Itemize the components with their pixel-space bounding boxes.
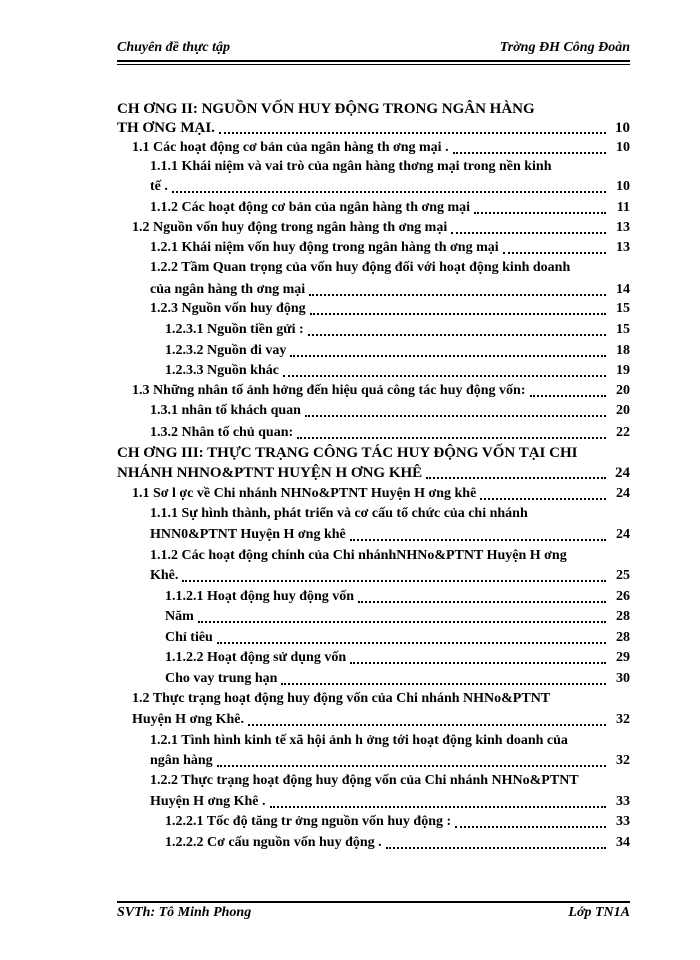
toc-leader-dots — [305, 415, 606, 417]
toc-entry-title: CH ƠNG II: NGUỒN VỐN HUY ĐỘNG TRONG NGÂN HÀNG — [117, 101, 535, 117]
toc-leader-dots — [217, 642, 606, 644]
toc-entry[interactable] — [132, 381, 630, 401]
toc-entry-title: Huyện H ơng Khê . — [150, 794, 266, 809]
toc-entry[interactable] — [150, 751, 630, 771]
toc-entry-title: 1.3 Những nhân tố ảnh hởng đến hiệu quả công tác huy động vốn: — [132, 383, 526, 398]
toc-leader-dots — [451, 232, 606, 234]
toc-entry[interactable] — [117, 443, 630, 463]
toc-leader-dots — [198, 621, 606, 623]
toc-entry[interactable] — [117, 463, 630, 483]
toc-entry-title: 1.1.2.2 Hoạt động sử dụng vốn — [165, 650, 347, 665]
toc-page-number: 13 — [608, 238, 630, 258]
toc-entry[interactable] — [165, 628, 630, 648]
toc-entry[interactable] — [165, 320, 630, 340]
toc-entry[interactable] — [150, 198, 630, 218]
toc-entry[interactable] — [165, 669, 630, 689]
toc-leader-dots — [350, 539, 606, 541]
toc-entry-title: 1.2.3 Nguồn vốn huy động — [150, 301, 306, 316]
toc-page-number: 24 — [608, 525, 630, 545]
toc-entry[interactable] — [150, 157, 630, 177]
toc-leader-dots — [217, 765, 606, 767]
toc-page-number: 29 — [608, 648, 630, 668]
toc-leader-dots — [182, 580, 606, 582]
toc-page-number: 32 — [608, 751, 630, 771]
toc-leader-dots — [474, 212, 606, 214]
toc-entry[interactable] — [150, 546, 630, 566]
toc-page-number: 25 — [608, 566, 630, 586]
toc-page-number: 20 — [608, 401, 630, 421]
toc-entry[interactable] — [165, 648, 630, 668]
toc-entry[interactable] — [132, 138, 630, 158]
toc-leader-dots — [283, 375, 606, 377]
toc-entry-title: HNN0&PTNT Huyện H ơng khê — [150, 527, 346, 542]
toc-entry[interactable] — [150, 525, 630, 545]
toc-leader-dots — [309, 294, 606, 296]
toc-entry[interactable] — [150, 280, 630, 300]
toc-entry[interactable] — [150, 299, 630, 319]
toc-page-number: 14 — [608, 280, 630, 300]
footer-right-text: Lớp TN1A — [568, 905, 630, 920]
toc-entry-title: 1.1.2 Các hoạt động cơ bản của ngân hàng th ơng mại — [150, 200, 471, 215]
toc-entry-title: 1.2.1 Tình hình kinh tế xã hội ảnh h ởng tới hoạt động kinh doanh của — [150, 733, 568, 748]
toc-entry[interactable] — [165, 587, 630, 607]
toc-entry[interactable] — [132, 689, 630, 709]
toc-page-number: 10 — [608, 118, 630, 138]
toc-entry-title: 1.3.2 Nhân tố chủ quan: — [150, 425, 294, 440]
toc-entry[interactable] — [132, 484, 630, 504]
toc-entry[interactable] — [150, 792, 630, 812]
toc-page-number: 15 — [608, 320, 630, 340]
toc-leader-dots — [308, 334, 606, 336]
toc-page-number: 30 — [608, 669, 630, 689]
toc-page-number: 24 — [608, 463, 630, 483]
toc-entry-title: NHÁNH NHNO&PTNT HUYỆN H ƠNG KHÊ — [117, 465, 423, 481]
toc-entry-title: Năm — [165, 609, 194, 624]
toc-entry[interactable] — [150, 423, 630, 443]
toc-entry[interactable] — [150, 401, 630, 421]
toc-entry-title: Cho vay trung hạn — [165, 671, 278, 686]
toc-entry-title: 1.2.3.3 Nguồn khác — [165, 363, 279, 378]
toc-entry-title: 1.2 Thực trạng hoạt động huy động vốn của Chi nhánh NHNo&PTNT — [132, 691, 551, 706]
toc-entry-title: ngân hàng — [150, 753, 213, 768]
toc-entry-title: Chỉ tiêu — [165, 630, 213, 645]
header-left-text: Chuyên đề thực tập — [117, 40, 231, 55]
toc-entry[interactable] — [150, 731, 630, 751]
toc-page-number: 13 — [608, 218, 630, 238]
toc-entry[interactable] — [132, 218, 630, 238]
toc-entry-title: của ngân hàng th ơng mại — [150, 282, 306, 297]
toc-leader-dots — [219, 132, 606, 134]
toc-entry[interactable] — [150, 504, 630, 524]
toc-leader-dots — [281, 683, 606, 685]
toc-page-number: 22 — [608, 423, 630, 443]
toc-leader-dots — [270, 806, 606, 808]
toc-entry[interactable] — [165, 607, 630, 627]
toc-entry-title: 1.2.2 Thực trạng hoạt động huy động vốn của Chi nhánh NHNo&PTNT — [150, 773, 579, 788]
toc-entry[interactable] — [165, 812, 630, 832]
toc-leader-dots — [386, 847, 606, 849]
toc-leader-dots — [350, 662, 606, 664]
toc-page-number: 20 — [608, 381, 630, 401]
toc-page-number: 26 — [608, 587, 630, 607]
toc-entry-title: 1.1 Các hoạt động cơ bản của ngân hàng th ơng mại . — [132, 140, 449, 155]
toc-entry-title: 1.1.2 Các hoạt động chính của Chi nhánhNHNo&PTNT Huyện H ơng — [150, 548, 567, 563]
toc-page-number: 24 — [608, 484, 630, 504]
toc-page-number: 28 — [608, 628, 630, 648]
footer-divider — [117, 901, 630, 903]
toc-page-number: 15 — [608, 299, 630, 319]
toc-entry-title: TH ƠNG MẠI. — [117, 120, 215, 136]
toc-entry[interactable] — [150, 238, 630, 258]
toc-entry-title: 1.1.2.1 Hoạt động huy động vốn — [165, 589, 355, 604]
toc-leader-dots — [172, 191, 606, 193]
toc-leader-dots — [453, 152, 606, 154]
toc-page-number: 10 — [608, 138, 630, 158]
toc-page-number: 34 — [608, 833, 630, 853]
toc-entry-title: 1.2.2.1 Tốc độ tăng tr ởng nguồn vốn huy động : — [165, 814, 452, 829]
toc-leader-dots — [480, 498, 606, 500]
toc-page-number: 33 — [608, 792, 630, 812]
toc-leader-dots — [455, 826, 606, 828]
toc-entry[interactable] — [117, 99, 630, 119]
toc-entry[interactable] — [117, 118, 630, 138]
toc-leader-dots — [358, 601, 606, 603]
toc-entry-title: Huyện H ơng Khê. — [132, 712, 244, 727]
toc-entry[interactable] — [150, 258, 630, 278]
toc-entry[interactable] — [150, 566, 630, 586]
toc-page-number: 10 — [608, 177, 630, 197]
toc-leader-dots — [290, 355, 606, 357]
toc-entry-title: Khê. — [150, 568, 179, 583]
toc-leader-dots — [297, 437, 606, 439]
toc-entry[interactable] — [132, 710, 630, 730]
toc-entry-title: 1.2.3.1 Nguồn tiền gửi : — [165, 322, 304, 337]
toc-entry[interactable] — [150, 177, 630, 197]
toc-leader-dots — [503, 252, 606, 254]
toc-leader-dots — [248, 724, 606, 726]
toc-entry-title: 1.1.1 Khái niệm và vai trò của ngân hàng thơng mại trong nền kinh — [150, 159, 552, 174]
toc-entry-title: CH ƠNG III: THỰC TRẠNG CÔNG TÁC HUY ĐỘNG VỐN TẠI CHI — [117, 445, 578, 461]
page-footer — [117, 905, 630, 927]
toc-entry[interactable] — [165, 361, 630, 381]
toc-entry-title: 1.2.2.2 Cơ cấu nguồn vốn huy động . — [165, 835, 382, 850]
toc-entry-title: 1.2.2 Tầm Quan trọng của vốn huy động đối với hoạt động kinh doanh — [150, 260, 571, 275]
toc-entry-title: 1.1 Sơ l ợc về Chi nhánh NHNo&PTNT Huyện H ơng khê — [132, 486, 477, 501]
toc-entry-title: 1.2 Nguồn vốn huy động trong ngân hàng th ơng mại — [132, 220, 448, 235]
header-right-text: Trờng ĐH Công Đoàn — [499, 40, 630, 55]
toc-entry-title: tế . — [150, 179, 168, 194]
toc-entry-title: 1.3.1 nhân tố khách quan — [150, 403, 301, 418]
toc-page-number: 28 — [608, 607, 630, 627]
toc-entry[interactable] — [165, 341, 630, 361]
toc-entry[interactable] — [150, 771, 630, 791]
toc-entry[interactable] — [165, 833, 630, 853]
toc-entry-title: 1.1.1 Sự hình thành, phát triển và cơ cấu tổ chức của chi nhánh — [150, 506, 528, 521]
footer-left-text: SVTh: Tô Minh Phong — [117, 905, 252, 920]
toc-leader-dots — [426, 477, 606, 479]
toc-page-number: 19 — [608, 361, 630, 381]
toc-page-number: 11 — [608, 198, 630, 218]
toc-leader-dots — [530, 395, 606, 397]
toc-leader-dots — [310, 313, 606, 315]
toc-entry-title: 1.2.1 Khái niệm vốn huy động trong ngân hàng th ơng mại — [150, 240, 499, 255]
toc-page-number: 18 — [608, 341, 630, 361]
toc-entry-title: 1.2.3.2 Nguồn đi vay — [165, 343, 287, 358]
toc-page-number: 32 — [608, 710, 630, 730]
toc-page-number: 33 — [608, 812, 630, 832]
